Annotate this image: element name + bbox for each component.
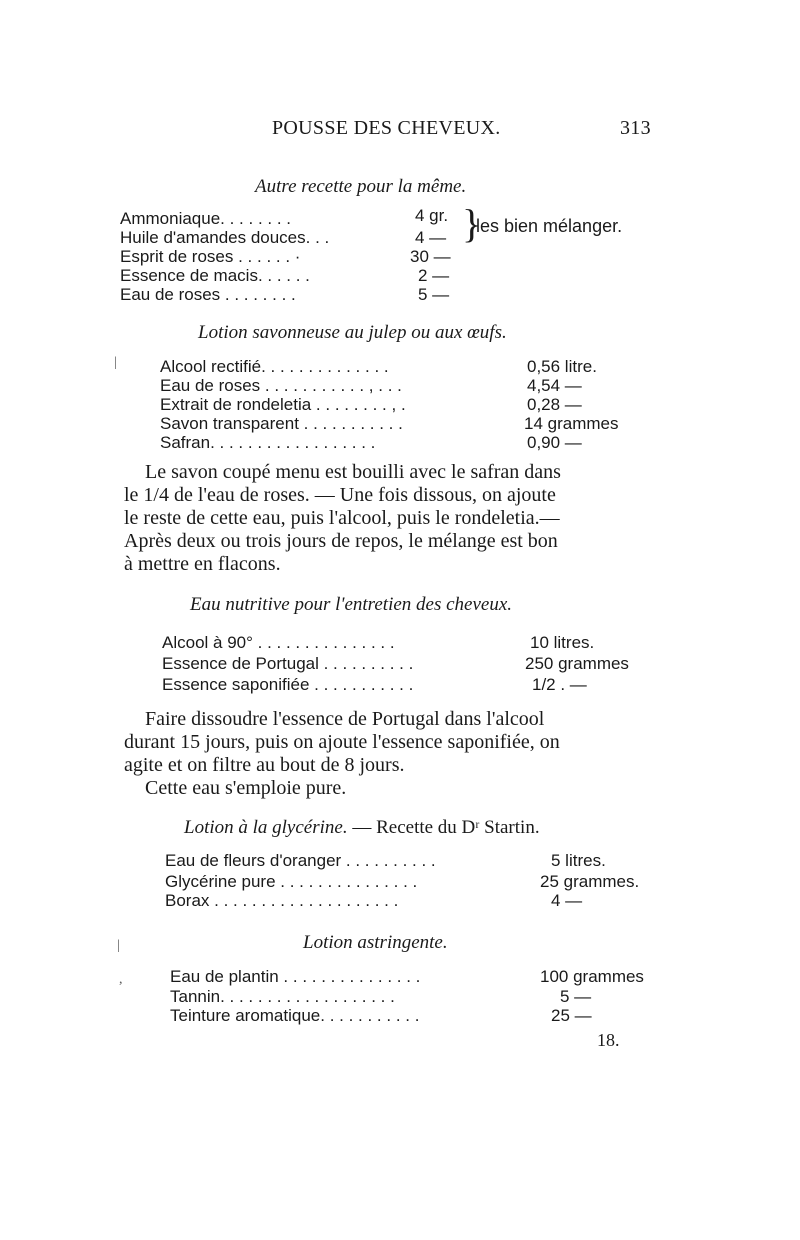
ingredient-name: Glycérine pure . . . . . . . . . . . . . . . [165,872,418,891]
ingredient-name: Savon transparent . . . . . . . . . . . [160,414,403,433]
scan-mark: | [117,938,120,953]
ingredient-quantity: 4,54 — [527,376,582,395]
ingredient-quantity: 1/2 . — [532,675,587,694]
section-title [184,817,540,839]
ingredient-name: Safran. . . . . . . . . . . . . . . . . . [160,433,376,452]
ingredient-name: Huile d'amandes douces. . . [120,228,330,247]
ingredient-quantity: 5 litres. [551,851,606,870]
ingredient-name: Alcool à 90° . . . . . . . . . . . . . . . [162,633,395,652]
page-number: 313 [620,117,651,139]
section-title: Autre recette pour la même. [255,176,467,197]
ingredient-name: Alcool rectifié. . . . . . . . . . . . . . [160,357,389,376]
brace-note: les bien mélanger. [476,216,623,236]
ingredient-name: Esprit de roses . . . . . . · [120,247,301,266]
section-title: Eau nutritive pour l'entretien des cheveux. [190,594,513,615]
ingredient-quantity: 4 — [415,228,447,247]
ingredient-quantity: 2 — [418,266,450,285]
ingredient-name: Tannin. . . . . . . . . . . . . . . . . . . [170,987,395,1006]
ingredient-name: Essence de Portugal . . . . . . . . . . [162,654,414,673]
paragraph-line: le reste de cette eau, puis l'alcool, puis le rondeletia.— [124,507,560,529]
ingredient-name: Ammoniaque. . . . . . . . [120,209,292,228]
ingredient-quantity: 0,28 — [527,395,582,414]
paragraph-line: durant 15 jours, puis on ajoute l'essence saponifiée, on [124,731,560,753]
ingredient-quantity: 0,90 — [527,433,582,452]
section-title: Lotion savonneuse au julep ou aux œufs. [198,322,507,343]
paragraph-line: agite et on filtre au bout de 8 jours. [124,754,405,776]
ingredient-name: Eau de roses . . . . . . . . [120,285,296,304]
ingredient-quantity: 10 litres. [530,633,595,652]
ingredient-name: Extrait de rondeletia . . . . . . . . , . [160,395,406,414]
section-title-italic: Lotion à la glycérine. [184,817,348,838]
brace-symbol: } [462,201,482,246]
section-title-rest: — Recette du Dʳ Startin. [352,817,540,838]
paragraph-line: Faire dissoudre l'essence de Portugal dans l'alcool [145,708,545,730]
ingredient-quantity: 4 — [551,891,583,910]
ingredient-quantity: 25 — [551,1006,592,1025]
paragraph-line: le 1/4 de l'eau de roses. — Une fois dissous, on ajoute [124,484,556,506]
ingredient-name: Eau de roses . . . . . . . . . . . , . . . [160,376,402,395]
paragraph-line: Le savon coupé menu est bouilli avec le safran dans [145,461,561,483]
ingredient-quantity: 0,56 litre. [527,357,597,376]
ingredient-name: Borax . . . . . . . . . . . . . . . . . . . . [165,891,399,910]
ingredient-quantity: 100 grammes [540,967,644,986]
ingredient-name: Eau de fleurs d'oranger . . . . . . . . . . [165,851,436,870]
scan-mark: , [119,972,123,987]
ingredient-name: Essence de macis. . . . . . [120,266,310,285]
scan-mark: | [114,355,117,370]
signature-mark: 18. [597,1030,620,1050]
ingredient-quantity: 250 grammes [525,654,629,673]
ingredient-quantity: 5 — [560,987,592,1006]
ingredient-quantity: 25 grammes. [540,872,640,891]
ingredient-quantity: 30 — [410,247,451,266]
ingredient-name: Eau de plantin . . . . . . . . . . . . . . . [170,967,421,986]
ingredient-quantity: 14 grammes [524,414,619,433]
running-header-title: POUSSE DES CHEVEUX. [272,117,501,139]
section-title: Lotion astringente. [303,932,448,953]
ingredient-name: Teinture aromatique. . . . . . . . . . . [170,1006,420,1025]
ingredient-name: Essence saponifiée . . . . . . . . . . . [162,675,414,694]
paragraph-line: Cette eau s'emploie pure. [145,777,347,799]
paragraph-line: Après deux ou trois jours de repos, le mélange est bon [124,530,558,552]
ingredient-quantity: 4 gr. [415,206,449,225]
ingredient-quantity: 5 — [418,285,450,304]
paragraph-line: à mettre en flacons. [124,553,281,575]
